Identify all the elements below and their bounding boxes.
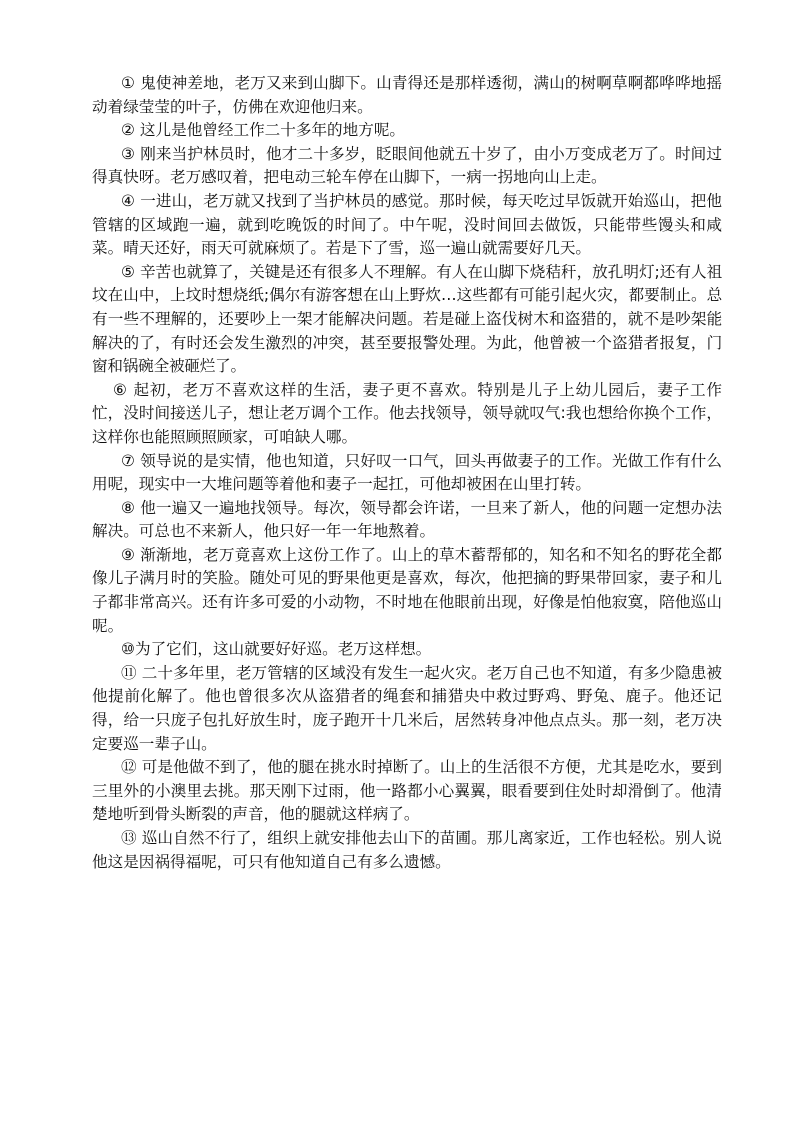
document-page <box>92 72 722 874</box>
paragraph-5: ⑤ 辛苦也就算了，关键是还有很多人不理解。有人在山脚下烧秸秆，放孔明灯;还有人祖坟在山中，上坟时想烧纸;偶尔有游客想在山上野炊…这些都有可能引起火灾，都要制止。总有一些不理解的，还要吵上一架才能解决问题。若是碰上盗伐树木和盗猎的，就不是吵架能解决的了，有时还会发生激烈的冲突，甚至要报警处理。为此，他曾被一个盗猎者报复，门窗和锅碗全被砸烂了。 <box>92 262 722 376</box>
paragraph-3: ③ 刚来当护林员时，他才二十多岁，眨眼间他就五十岁了，由小万变成老万了。时间过得真快呀。老万感叹着，把电动三轮车停在山脚下，一病一拐地向山上走。 <box>92 144 722 187</box>
paragraph-7: ⑦ 领导说的是实情，他也知道，只好叹一口气，回头再做妻子的工作。光做工作有什么用呢，现实中一大堆问题等着他和妻子一起扛，可他却被困在山里打转。 <box>92 451 722 494</box>
paragraph-1: ① 鬼使神差地，老万又来到山脚下。山青得还是那样透彻，满山的树啊草啊都哗哗地摇动着绿莹莹的叶子，仿佛在欢迎他归来。 <box>92 74 722 116</box>
paragraph-13: ⑬ 巡山自然不行了，组织上就安排他去山下的苗圃。那儿离家近，工作也轻松。别人说他这是因祸得福呢，可只有他知道自己有多么遗憾。 <box>92 829 722 871</box>
paragraph-12: ⑫ 可是他做不到了，他的腿在挑水时掉断了。山上的生活很不方便，尤其是吃水，要到三里外的小澳里去挑。那天刚下过雨，他一路都小心翼翼，眼看要到住处时却滑倒了。他清楚地听到骨头断裂的声音，他的腿就这样病了。 <box>92 758 722 824</box>
paragraph-8: ⑧ 他一遍又一遍地找领导。每次，领导都会许诺，一旦来了新人，他的问题一定想办法解决。可总也不来新人，他只好一年一年地熬着。 <box>92 498 722 541</box>
paragraph-11: ⑪ 二十多年里，老万管辖的区域没有发生一起火灾。老万自己也不知道，有多少隐患被他提前化解了。他也曾很多次从盗猎者的绳套和捕猎央中救过野鸡、野兔、鹿子。他还记得，给一只庞子包扎好放生时，庞子跑开十几米后，居然转身冲他点点头。那一刻，老万决定要巡一辈子山。 <box>92 663 722 753</box>
paragraph-2: ② 这儿是他曾经工作二十多年的地方呢。 <box>121 121 406 140</box>
paragraph-9: ⑨ 渐渐地，老万竟喜欢上这份工作了。山上的草木蓄帮郁的，知名和不知名的野花全都像儿子满月时的笑脸。随处可见的野果他更是喜欢，每次，他把摘的野果带回家，妻子和儿子都非常高兴。还有许多可爱的小动物，不时地在他眼前出现，好像是怕他寂寞，陪他巡山呢。 <box>92 545 722 635</box>
paragraph-10: ⑩为了它们，这山就要好好巡。老万这样想。 <box>121 640 432 659</box>
paragraph-6: ⑥ 起初，老万不喜欢这样的生活，妻子更不喜欢。特别是儿子上幼儿园后，妻子工作忙，没时间接送儿子，想让老万调个工作。他去找领导，领导就叹气:我也想给你换个工作，这样你也能照顾照顾家，可咱缺人哪。 <box>92 380 722 446</box>
paragraph-4: ④ 一进山，老万就又找到了当护林员的感觉。那时候，每天吃过早饭就开始巡山，把他管辖的区域跑一遍，就到吃晚饭的时间了。中午呢，没时间回去做饭，只能带些馒头和咸菜。晴天还好，雨天可就麻烦了。若是下了雪，巡一遍山就需要好几天。 <box>92 191 722 258</box>
